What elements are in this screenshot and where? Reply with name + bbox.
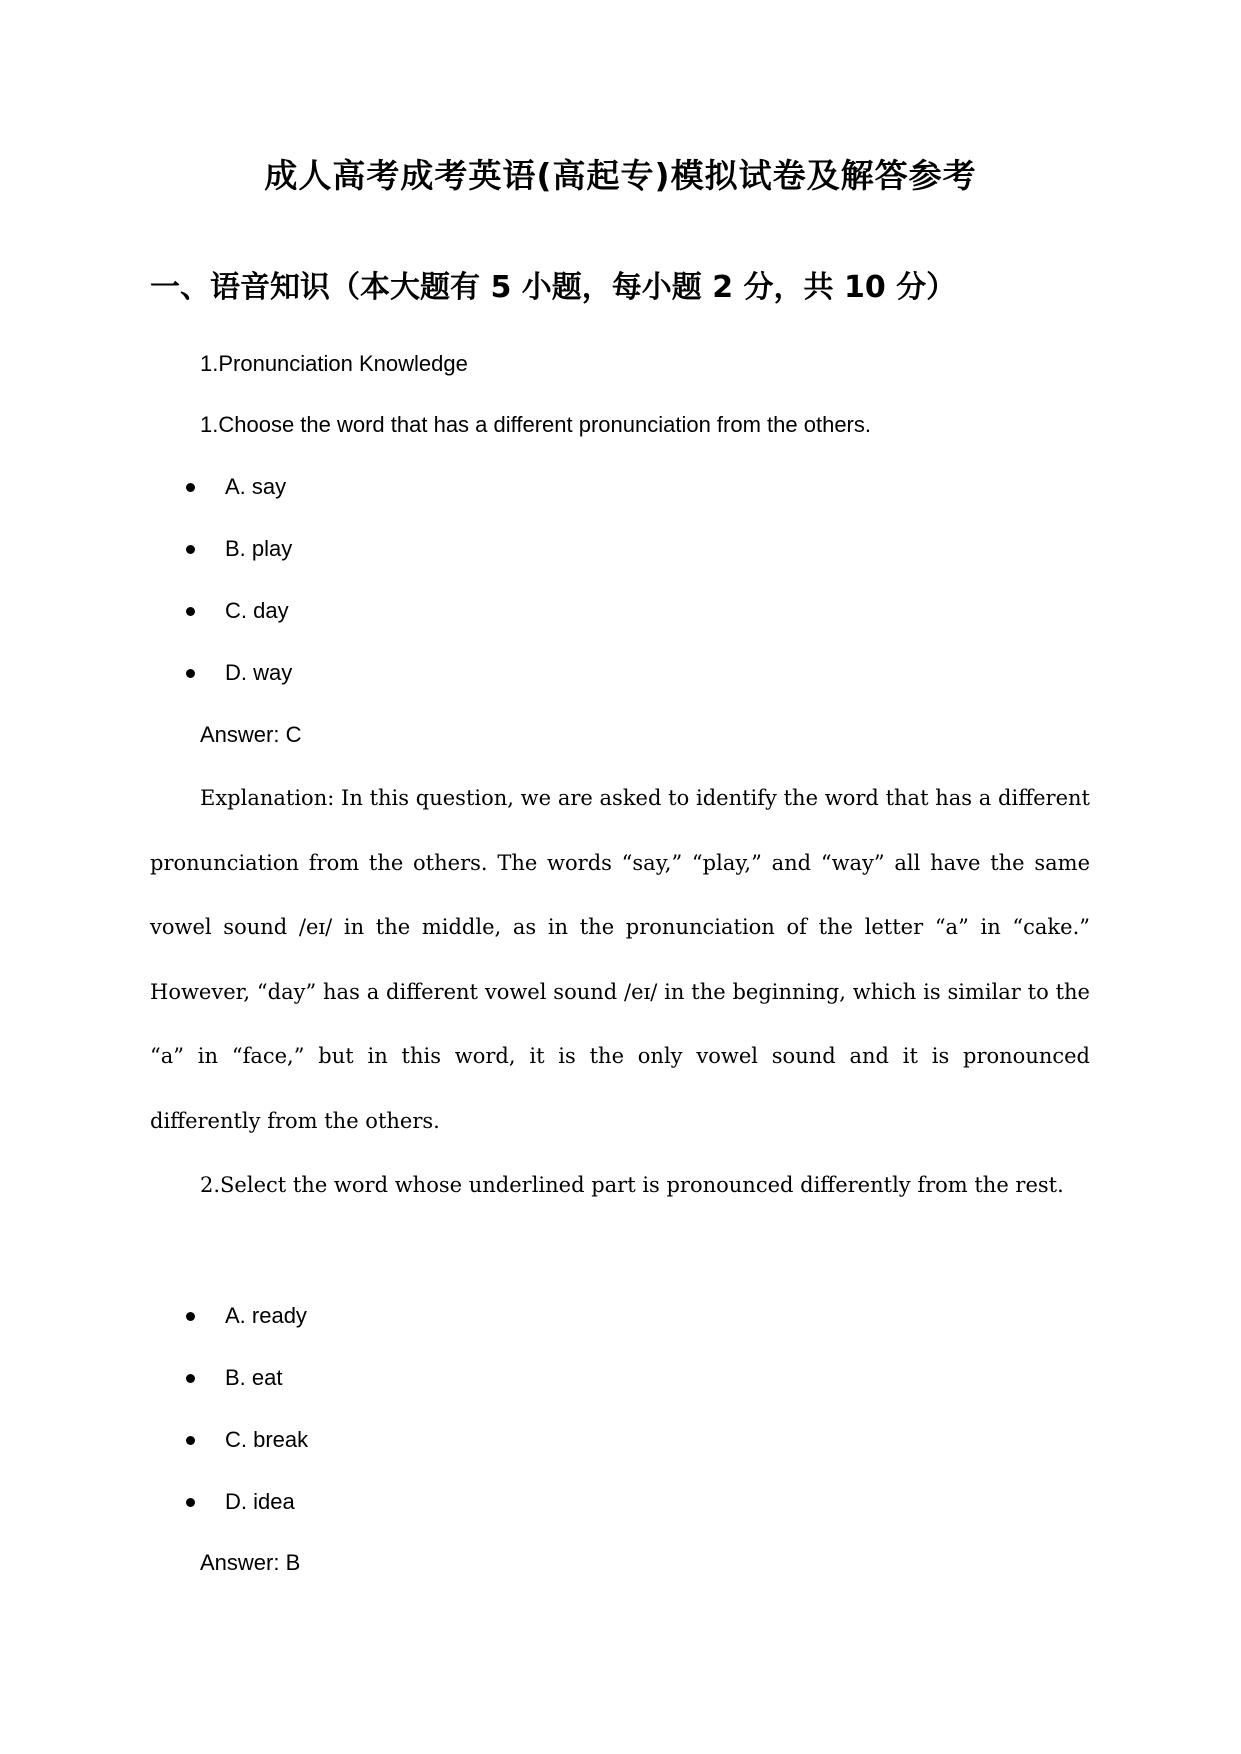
question-2-answer: Answer: B [200, 1550, 301, 1575]
document-title: 成人高考成考英语(高起专)模拟试卷及解答参考 [264, 156, 977, 195]
bullet-icon [186, 1436, 195, 1445]
section-heading: 一、语音知识（本大题有 5 小题，每小题 2 分，共 10 分） [150, 270, 957, 305]
question-1-explanation: Explanation: In this question, we are asked to identify the word that has a different pronunciation from the others. The words “say,” “play,” and “way” all have the same vowel sound /eɪ/ in the middle, as in the pronunciation of the letter “a” in “cake.” However, “day” has a different vowel sound /eɪ/ in the beginning, which is similar to the “a” in “face,” but in this word, it is the only vowel sound and it is pronounced differently from the others. [150, 786, 1090, 1133]
question-2-prompt: 2.Select the word whose underlined part is pronounced differently from the rest. [200, 1173, 1064, 1197]
bullet-icon [186, 1374, 195, 1383]
bullet-icon [186, 1312, 195, 1321]
bullet-icon [186, 669, 195, 678]
question-1-prompt: 1.Choose the word that has a different pronunciation from the others. [200, 412, 871, 437]
bullet-icon [186, 607, 195, 616]
subsection-label: 1.Pronunciation Knowledge [200, 351, 468, 376]
document-page: 成人高考成考英语(高起专)模拟试卷及解答参考 一、语音知识（本大题有 5 小题，每小题 2 分，共 10 分） 1.Pronunciation Knowledge 1.Choose the word that has a different pronunciation from the others. A. say B. play C. day D. way Answer: C Explanation: In this question, we are asked to identify the word that has a different pronunciation from the others. The words “say,” “play,” and “way” all have the same vowel sound /eɪ/ in the middle, as in the pronunciation of the letter “a” in “cake.” However, “day” has a different vowel sound /eɪ/ in the beginning, which is similar to the “a” in “face,” but in this word, it is the only vowel sound and it is pronounced differently from the others. 2.Select the word whose underlined part is pronounced differently from the rest. A. ready B. eat C. break D. idea Answer: B [0, 0, 1241, 1754]
bullet-icon [186, 483, 195, 492]
question-1-answer: Answer: C [200, 722, 302, 747]
bullet-icon [186, 1498, 195, 1507]
bullet-icon [186, 545, 195, 554]
